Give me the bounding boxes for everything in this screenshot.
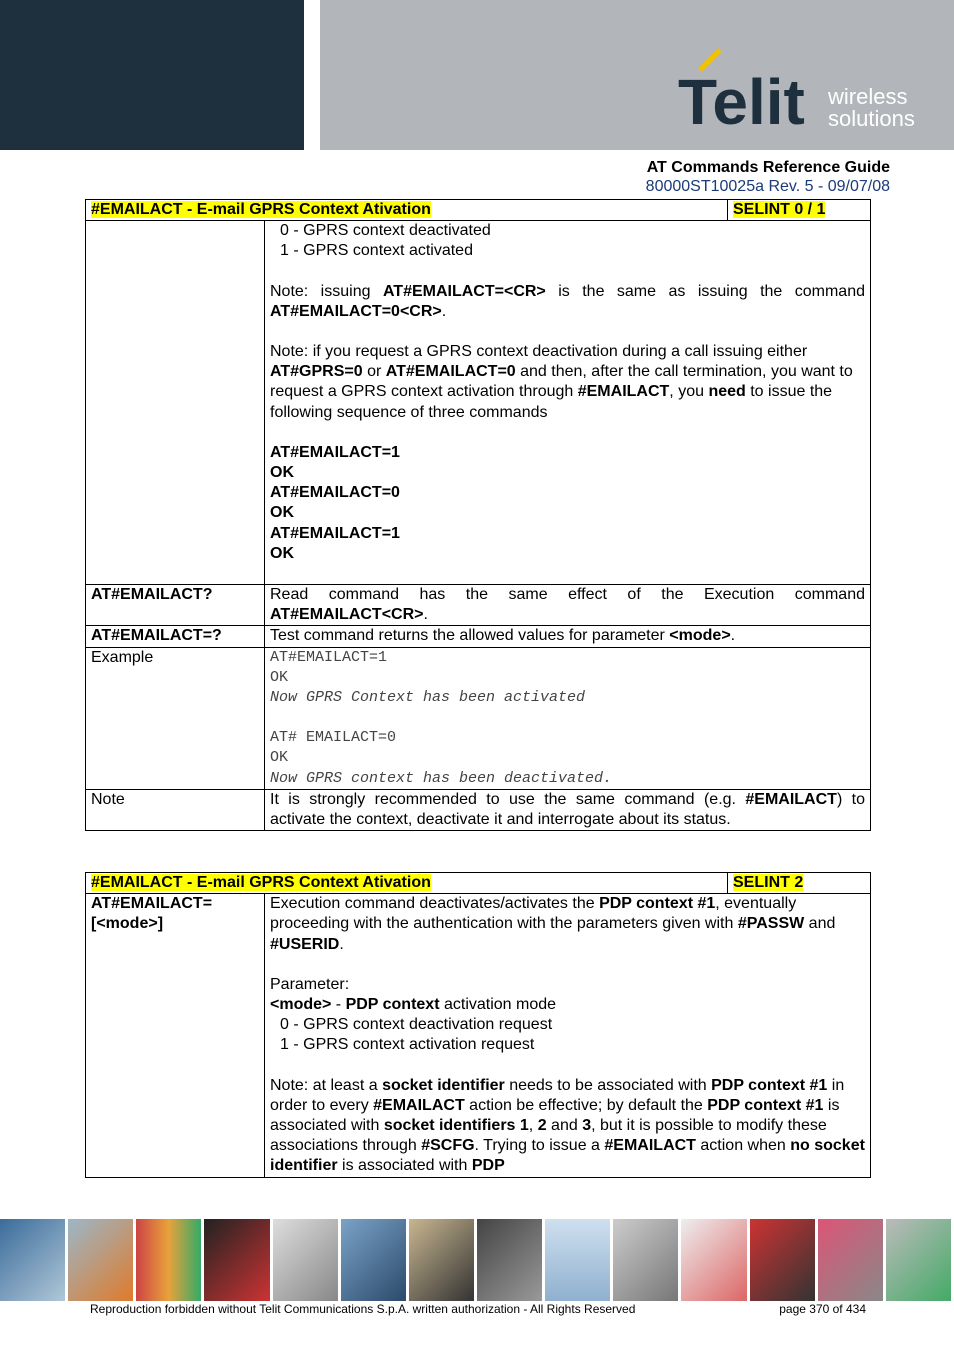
table-title: #EMAILACT - E-mail GPRS Context Ativation — [91, 201, 431, 218]
footer-page-number: page 370 of 434 — [779, 1302, 866, 1316]
mode-param: <mode> - PDP context activation mode — [270, 996, 557, 1014]
table-header-row — [86, 200, 871, 221]
table-header-row — [86, 873, 871, 894]
table-title: #EMAILACT - E-mail GPRS Context Ativation — [91, 874, 431, 891]
footer-photo-11 — [681, 1219, 749, 1301]
telit-logo — [678, 48, 938, 132]
example-code: AT#EMAILACT=1 OK Now GPRS Context has been activated AT# EMAILACT=0 OK Now GPRS context has been deactivated. — [265, 647, 871, 789]
table-row-example — [86, 647, 871, 789]
table-row-note — [86, 789, 871, 830]
command-table-selint2 — [85, 872, 871, 1178]
read-command-desc: Read command has the same effect of the Execution command AT#EMAILACT<CR>. — [265, 585, 871, 626]
exec-description: Execution command deactivates/activates the PDP context #1, eventually proceeding with the authentication with the parameters given with #PASSW and #USERID. — [270, 895, 836, 953]
footer-photo-12 — [750, 1219, 818, 1301]
mode-option-0: 0 - GPRS context deactivation request — [280, 1016, 553, 1034]
command-sequence: AT#EMAILACT=1 OK AT#EMAILACT=0 OK AT#EMAILACT=1 OK — [270, 443, 400, 562]
logo-line1: wireless — [828, 84, 908, 109]
parameter-heading: Parameter: — [270, 975, 350, 993]
exec-command-label: AT#EMAILACT= — [91, 895, 213, 913]
footer-photo-13 — [818, 1219, 886, 1301]
footer-photo-9 — [545, 1219, 613, 1301]
exec-command-param: [<mode>] — [91, 915, 164, 933]
mode-option-1: 1 - GPRS context activation request — [280, 1036, 535, 1054]
read-command-label: AT#EMAILACT? — [91, 586, 213, 604]
table-row-continuation — [86, 221, 871, 585]
logo-line2: solutions — [828, 106, 915, 131]
guide-revision: 80000ST10025a Rev. 5 - 09/07/08 — [645, 178, 890, 195]
footer-photo-5 — [273, 1219, 341, 1301]
footer-photo-3 — [136, 1219, 204, 1301]
footer-photo-4 — [204, 1219, 272, 1301]
table-row-read — [86, 585, 871, 626]
footer-copyright: Reproduction forbidden without Telit Communications S.p.A. written authorization - All Rights Reserved — [90, 1302, 636, 1316]
table-row-execution — [86, 894, 871, 1177]
guide-title: AT Commands Reference Guide — [646, 159, 890, 176]
logo-main-text: Telit — [678, 66, 805, 132]
footer-photo-8 — [477, 1219, 545, 1301]
note-text: It is strongly recommended to use the same command (e.g. #EMAILACT) to activate the context, deactivate it and interrogate about its status. — [265, 789, 871, 830]
socket-note: Note: at least a socket identifier needs to be associated with PDP context #1 in order to every #EMAILACT action be effective; by default the PDP context #1 is associated with socket identifiers 1, 2 and 3, but it is possible to modify these associations through #SCFG. Trying to issue a #EMAILACT action when no socket identifier is associated with PDP — [270, 1076, 865, 1175]
mode-option-0: 0 - GPRS context deactivated — [280, 222, 491, 240]
note-issuing: Note: issuing AT#EMAILACT=<CR> is the same as issuing the command AT#EMAILACT=0<CR>. — [270, 282, 866, 320]
example-label: Example — [86, 647, 265, 789]
header-dark-panel — [0, 0, 304, 150]
footer-photo-7 — [409, 1219, 477, 1301]
test-command-desc: Test command returns the allowed values for parameter <mode>. — [265, 626, 871, 647]
footer-photo-6 — [341, 1219, 409, 1301]
footer-photo-2 — [68, 1219, 136, 1301]
note-deactivation: Note: if you request a GPRS context deactivation during a call issuing either AT#GPRS=0 or AT#EMAILACT=0 and then, after the call termination, you want to request a GPRS context activation through #EMAILACT, you need to issue the following sequence of three commands — [270, 343, 853, 421]
table-row-test — [86, 626, 871, 647]
mode-option-1: 1 - GPRS context activated — [280, 242, 473, 260]
footer-photo-strip — [0, 1219, 954, 1301]
test-command-label: AT#EMAILACT=? — [91, 627, 222, 645]
note-label: Note — [86, 789, 265, 830]
footer-photo-10 — [613, 1219, 681, 1301]
selint-badge: SELINT 0 / 1 — [733, 201, 826, 218]
selint-badge: SELINT 2 — [733, 874, 804, 891]
footer-photo-1 — [0, 1219, 68, 1301]
command-table-selint01 — [85, 199, 871, 831]
footer-photo-14 — [886, 1219, 954, 1301]
